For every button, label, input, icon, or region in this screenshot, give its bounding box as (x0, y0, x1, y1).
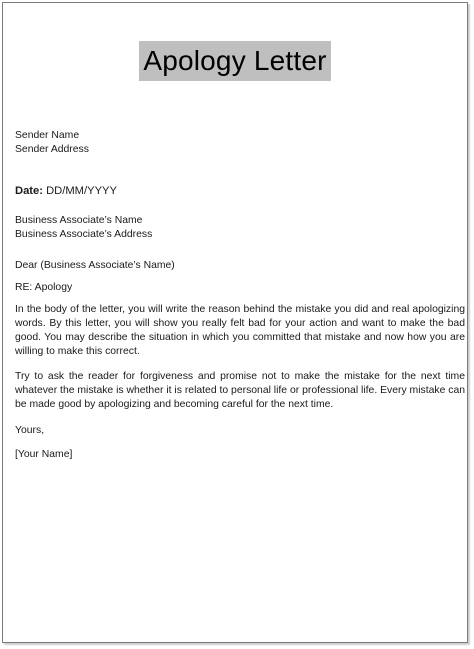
body-paragraph-1: In the body of the letter, you will write the reason behind the mistake you did and real apologizing words. By this letter, you will show you really felt bad for your action and want to make the bad good. You may describe the situation in which you committed that mistake and now how you are willing to make this correct. (15, 304, 465, 357)
salutation: Dear (Business Associate’s Name) (15, 260, 175, 271)
recipient-block (15, 214, 465, 242)
recipient-address: Business Associate’s Address (15, 229, 153, 240)
page-title: Apology Letter (139, 41, 330, 81)
date-value: DD/MM/YYYY (42, 185, 117, 197)
closing: Yours, (15, 425, 45, 436)
sender-name: Sender Name (15, 130, 80, 141)
date-label: Date: (15, 185, 43, 197)
sender-address: Sender Address (15, 144, 89, 155)
recipient-name: Business Associate’s Name (15, 215, 143, 226)
title-container (3, 41, 467, 81)
letter-body (15, 129, 465, 462)
sender-block (15, 129, 465, 157)
date-line (15, 184, 465, 198)
subject-line: RE: Apology (15, 282, 73, 293)
letter-page (2, 2, 468, 643)
body-paragraph-2: Try to ask the reader for forgiveness and promise not to make the mistake for the next time whatever the mistake is whether it is related to personal life or professional life. Every mistake can be made good by apologizing and becoming careful for the next time. (15, 371, 465, 410)
signature: [Your Name] (15, 449, 73, 460)
